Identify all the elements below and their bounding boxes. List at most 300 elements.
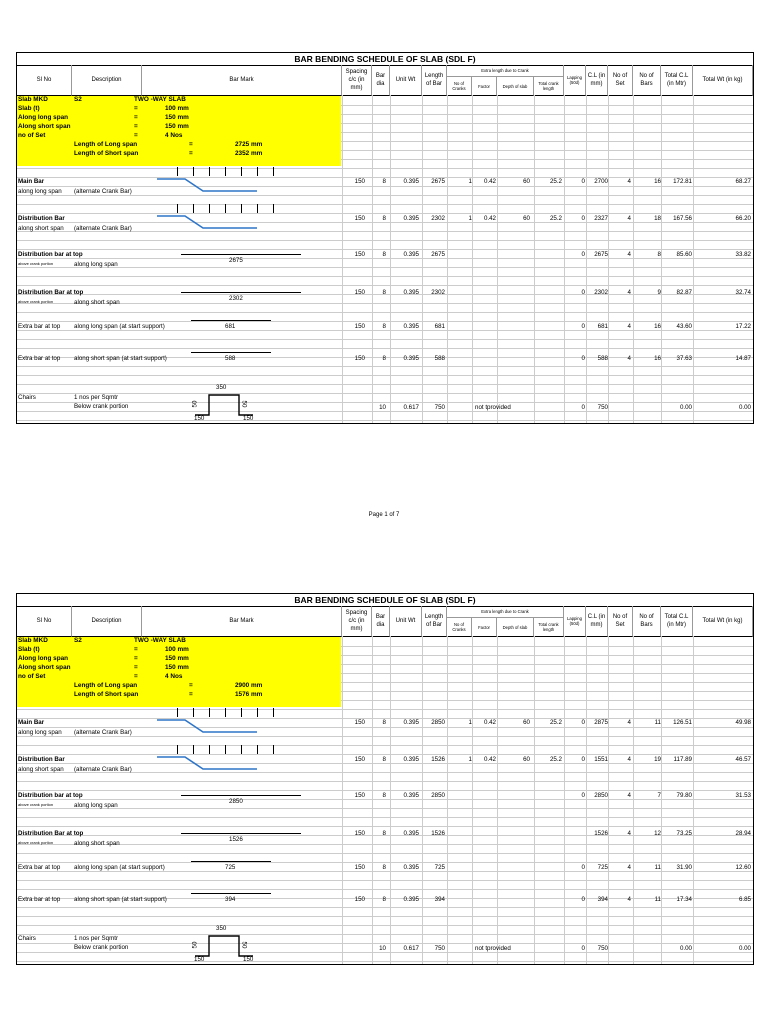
info-eq: = [189, 682, 193, 689]
length-short-value: 1576 mm [235, 691, 263, 698]
row-title: Main Bar [18, 719, 45, 726]
cell-twt: 14.87 [735, 355, 751, 362]
cell-twt: 6.85 [738, 896, 751, 903]
chairs-portion: Below crank portion [74, 944, 129, 951]
row-span: along long span [18, 188, 62, 195]
crank-bar-shape [157, 755, 257, 775]
bbs-sheet-1 [16, 52, 754, 424]
cell-cl: 2850 [594, 792, 608, 799]
info-value-no_of_set: 4 Nos [165, 673, 183, 680]
cell-spacing: 150 [354, 215, 365, 222]
info-eq: = [189, 691, 193, 698]
slab-mkd-label: Slab MKD [18, 637, 48, 644]
cell-tcl_m: 82.87 [676, 289, 692, 296]
info-eq: = [134, 673, 138, 680]
cell-len: 2302 [431, 215, 445, 222]
crank-bar-shape [157, 214, 257, 234]
straight-bar [191, 352, 271, 353]
bbs-sheet-2 [16, 593, 754, 965]
grid-row-line [17, 844, 753, 845]
grid-row-line [17, 267, 753, 268]
cell-cranks: 1 [468, 756, 472, 763]
cell-dia: 8 [382, 251, 386, 258]
cell-lap: 0 [581, 215, 585, 222]
chairs-length: 750 [434, 945, 445, 952]
bar-mark-value: 1526 [229, 836, 243, 843]
header-factor: Factor [472, 77, 497, 96]
grid-row-line [17, 168, 753, 169]
cell-depth: 60 [523, 719, 530, 726]
cell-uw: 0.395 [403, 178, 419, 185]
cell-uw: 0.395 [403, 355, 419, 362]
cell-len: 2675 [431, 251, 445, 258]
slab-type: TWO -WAY SLAB [134, 96, 186, 103]
info-eq: = [189, 150, 193, 157]
grid-row-line [17, 186, 753, 187]
header-unit_wt: Unit Wt [390, 606, 422, 637]
header-length: Length of Bar [422, 65, 447, 96]
grid-row-line [17, 240, 753, 241]
grid-row-line [17, 321, 753, 322]
chair-side-dim-right: 50 [240, 941, 248, 949]
info-eq: = [134, 664, 138, 671]
tick-mark [257, 745, 258, 754]
cell-twt: 32.74 [735, 289, 751, 296]
grid-col-line [372, 636, 373, 964]
header-factor: Factor [472, 618, 497, 637]
grid-row-line [17, 709, 753, 710]
header-lapping: Lapping (50d) [564, 65, 586, 96]
tick-mark [225, 708, 226, 717]
cell-lap: 0 [581, 178, 585, 185]
cell-twt: 28.94 [735, 830, 751, 837]
grid-col-line [608, 95, 609, 423]
grid-row-line [17, 889, 753, 890]
cell-depth: 60 [523, 756, 530, 763]
header-total_crank_length: Total crank length [534, 618, 564, 637]
info-value-slab_t: 100 mm [165, 105, 189, 112]
cell-spacing: 150 [354, 355, 365, 362]
bar-mark-value: 588 [225, 355, 236, 362]
sheet-title: BAR BENDING SCHEDULE OF SLAB (SDL F) [17, 53, 753, 66]
tick-mark [225, 167, 226, 176]
chairs-unit-wt: 0.617 [403, 945, 419, 952]
sheet-title: BAR BENDING SCHEDULE OF SLAB (SDL F) [17, 594, 753, 607]
header-total_cl: Total C.L (in Mtr) [661, 606, 693, 637]
header-bar_dia: Bar dia [372, 65, 390, 96]
chair-side-dim-left: 50 [191, 400, 199, 408]
grid-col-line [497, 95, 498, 423]
length-short-value: 2352 mm [235, 150, 263, 157]
cell-lap: 0 [581, 719, 585, 726]
cell-factor: 0.42 [483, 756, 496, 763]
header-no_of_cranks: No of Cranks [447, 618, 472, 637]
chairs-cl: 750 [597, 404, 608, 411]
row-note: (alternate Crank Bar) [74, 729, 132, 736]
header-spacing: Spacing c/c (in mm) [342, 65, 372, 96]
crank-bar-shape [157, 177, 257, 197]
straight-bar [191, 861, 271, 862]
grid-col-line [693, 636, 694, 964]
header-bar_dia: Bar dia [372, 606, 390, 637]
grid-col-line [372, 95, 373, 423]
tick-mark [225, 745, 226, 754]
cell-tcl_m: 37.63 [676, 355, 692, 362]
bar-mark-value: 394 [225, 896, 236, 903]
tick-mark [193, 708, 194, 717]
cell-tcl: 25.2 [549, 215, 562, 222]
cell-bars: 8 [657, 251, 661, 258]
tick-mark [273, 204, 274, 213]
grid-col-line [342, 95, 343, 423]
crank-bar-shape [157, 718, 257, 738]
cell-dia: 8 [382, 896, 386, 903]
chairs-portion: Below crank portion [74, 403, 129, 410]
grid-col-line [693, 95, 694, 423]
cell-bars: 7 [657, 792, 661, 799]
bar-mark-value: 2675 [229, 257, 243, 264]
cell-set: 4 [627, 289, 631, 296]
cell-cl: 1526 [594, 830, 608, 837]
grid-col-line [534, 636, 535, 964]
grid-row-line [17, 790, 753, 791]
grid-row-line [17, 781, 753, 782]
chairs-note: not tprovided [475, 404, 511, 411]
cell-uw: 0.395 [403, 323, 419, 330]
cell-dia: 8 [382, 756, 386, 763]
grid-row-line [17, 808, 753, 809]
info-eq: = [134, 655, 138, 662]
row-span: along short span [18, 766, 64, 773]
cell-lap: 0 [581, 323, 585, 330]
info-value-along_long: 150 mm [165, 655, 189, 662]
grid-row-line [17, 727, 753, 728]
row-title: Main Bar [18, 178, 45, 185]
tick-mark [209, 167, 210, 176]
header-lapping: Lapping (50d) [564, 606, 586, 637]
row-subnote: above crank portion [18, 802, 54, 807]
grid-row-line [17, 393, 753, 394]
grid-col-line [422, 636, 423, 964]
header-cl: C.L (in mm) [586, 606, 608, 637]
cell-dia: 8 [382, 289, 386, 296]
cell-lap: 0 [581, 355, 585, 362]
info-label-slab_t: Slab (t) [18, 105, 40, 112]
header-bar_mark: Bar Mark [142, 65, 342, 96]
cell-cranks: 1 [468, 719, 472, 726]
cell-uw: 0.395 [403, 792, 419, 799]
cell-lap: 0 [581, 251, 585, 258]
straight-bar [181, 833, 301, 834]
info-label-along_short: Along short span [18, 123, 71, 130]
grid-row-line [17, 348, 753, 349]
header-no_of_set: No of Set [608, 606, 633, 637]
cell-set: 4 [627, 323, 631, 330]
cell-cl: 725 [597, 864, 608, 871]
cell-twt: 68.27 [735, 178, 751, 185]
cell-uw: 0.395 [403, 289, 419, 296]
cell-spacing: 150 [354, 896, 365, 903]
grid-row-line [17, 249, 753, 250]
row-note: (alternate Crank Bar) [74, 188, 132, 195]
row-span: along short span (at start support) [74, 896, 167, 903]
grid-col-line [447, 636, 448, 964]
chairs-rate: 1 nos per Sqmtr [74, 935, 119, 942]
row-title: Distribution Bar at top [18, 830, 84, 837]
info-label-no_of_set: no of Set [18, 132, 46, 139]
row-title: Distribution Bar at top [18, 289, 84, 296]
info-value-along_long: 150 mm [165, 114, 189, 121]
header-depth_of_slab: Depth of slab [497, 618, 534, 637]
cell-bars: 9 [657, 289, 661, 296]
crank-bar-line [157, 179, 257, 191]
row-subnote: above crank portion [18, 840, 54, 845]
cell-bars: 16 [654, 323, 661, 330]
cell-uw: 0.395 [403, 215, 419, 222]
row-span: along long span (at start support) [74, 864, 165, 871]
length-long-label: Length of Long span [74, 682, 138, 689]
cell-factor: 0.42 [483, 719, 496, 726]
header-total_wt: Total Wt (in kg) [693, 65, 753, 96]
cell-uw: 0.395 [403, 896, 419, 903]
grid-row-line [17, 826, 753, 827]
tick-mark [209, 204, 210, 213]
grid-col-line [564, 95, 565, 423]
cell-set: 4 [627, 719, 631, 726]
cell-set: 4 [627, 178, 631, 185]
cell-len: 588 [434, 355, 445, 362]
row-title: Distribution bar at top [18, 251, 83, 258]
cell-twt: 17.22 [735, 323, 751, 330]
cell-set: 4 [627, 830, 631, 837]
straight-bar [191, 893, 271, 894]
info-eq: = [189, 141, 193, 148]
info-label-no_of_set: no of Set [18, 673, 46, 680]
tick-mark [241, 204, 242, 213]
chairs-total-wt: 0.00 [738, 945, 751, 952]
crank-bar-line [157, 720, 257, 732]
row-span: along short span (at start support) [74, 355, 167, 362]
row-note: (alternate Crank Bar) [74, 766, 132, 773]
header-extra-length: Extra length due to Crank [447, 65, 564, 77]
grid-row-line [17, 907, 753, 908]
cell-cl: 394 [597, 896, 608, 903]
header-description: Description [72, 65, 142, 96]
tick-mark [273, 708, 274, 717]
cell-lap: 0 [581, 864, 585, 871]
header-bar_mark: Bar Mark [142, 606, 342, 637]
cell-lap: 0 [581, 792, 585, 799]
cell-tcl_m: 126.51 [673, 719, 692, 726]
slab-mkd-label: Slab MKD [18, 96, 48, 103]
row-title: Distribution bar at top [18, 792, 83, 799]
cell-tcl_m: 73.25 [676, 830, 692, 837]
cell-cl: 2700 [594, 178, 608, 185]
grid-col-line [390, 95, 391, 423]
row-span: along short span [18, 225, 64, 232]
info-eq: = [134, 646, 138, 653]
cell-len: 1526 [431, 756, 445, 763]
cell-depth: 60 [523, 178, 530, 185]
tick-mark [241, 745, 242, 754]
cell-twt: 49.98 [735, 719, 751, 726]
grid-col-line [497, 636, 498, 964]
grid-col-line [661, 95, 662, 423]
cell-len: 1526 [431, 830, 445, 837]
cell-len: 2850 [431, 719, 445, 726]
tick-mark [177, 167, 178, 176]
info-eq: = [134, 132, 138, 139]
chairs-cl: 750 [597, 945, 608, 952]
row-span: along short span [74, 299, 120, 306]
header-description: Description [72, 606, 142, 637]
cell-cl: 2675 [594, 251, 608, 258]
slab-type: TWO -WAY SLAB [134, 637, 186, 644]
chairs-dia: 10 [379, 404, 386, 411]
cell-twt: 31.53 [735, 792, 751, 799]
row-subnote: above crank portion [18, 261, 54, 266]
cell-bars: 11 [654, 896, 661, 903]
header-extra-length: Extra length due to Crank [447, 606, 564, 618]
info-label-along_short: Along short span [18, 664, 71, 671]
header-no_of_cranks: No of Cranks [447, 77, 472, 96]
cell-spacing: 150 [354, 323, 365, 330]
tick-mark [177, 204, 178, 213]
grid-col-line [472, 636, 473, 964]
chairs-lap: 0 [581, 945, 585, 952]
row-title: Extra bar at top [18, 323, 61, 330]
cell-tcl_m: 85.60 [676, 251, 692, 258]
header-sl_no: Sl No [17, 65, 72, 96]
chairs-note: not tprovided [475, 945, 511, 952]
cell-spacing: 150 [354, 178, 365, 185]
cell-set: 4 [627, 792, 631, 799]
cell-depth: 60 [523, 215, 530, 222]
cell-dia: 8 [382, 719, 386, 726]
tick-mark [209, 745, 210, 754]
info-value-slab_t: 100 mm [165, 646, 189, 653]
chair-side-dim-right: 50 [240, 400, 248, 408]
header-no_of_set: No of Set [608, 65, 633, 96]
grid-row-line [17, 880, 753, 881]
cell-bars: 11 [654, 864, 661, 871]
row-span: along long span [18, 729, 62, 736]
grid-col-line [586, 95, 587, 423]
chairs-title: Chairs [18, 394, 36, 401]
chairs-rate: 1 nos per Sqmtr [74, 394, 119, 401]
tick-mark [257, 708, 258, 717]
grid-col-line [586, 636, 587, 964]
info-eq: = [134, 114, 138, 121]
cell-dia: 8 [382, 792, 386, 799]
row-span: along short span [74, 840, 120, 847]
cell-tcl_m: 167.56 [673, 215, 692, 222]
row-span: along long span [74, 261, 118, 268]
info-label-along_long: Along long span [18, 114, 69, 121]
header-no_of_bars: No of Bars [633, 606, 661, 637]
cell-len: 2302 [431, 289, 445, 296]
cell-set: 4 [627, 896, 631, 903]
info-value-along_short: 150 mm [165, 123, 189, 130]
cell-spacing: 150 [354, 756, 365, 763]
grid-row-line [17, 375, 753, 376]
cell-twt: 66.20 [735, 215, 751, 222]
cell-len: 394 [434, 896, 445, 903]
bar-mark-value: 2850 [229, 798, 243, 805]
cell-spacing: 150 [354, 251, 365, 258]
slab-mkd-value: S2 [74, 637, 82, 644]
cell-cl: 1551 [594, 756, 608, 763]
cell-tcl_m: 31.90 [676, 864, 692, 871]
cell-cl: 2302 [594, 289, 608, 296]
length-short-label: Length of Short span [74, 150, 139, 157]
cell-tcl_m: 17.34 [676, 896, 692, 903]
header-unit_wt: Unit Wt [390, 65, 422, 96]
tick-mark [225, 204, 226, 213]
chairs-lap: 0 [581, 404, 585, 411]
grid-row-line [17, 925, 753, 926]
cell-dia: 8 [382, 323, 386, 330]
row-note: (alternate Crank Bar) [74, 225, 132, 232]
chair-bottom-dim-left: 150 [194, 956, 205, 963]
chair-top-dim: 350 [216, 925, 227, 932]
tick-mark [273, 745, 274, 754]
grid-row-line [17, 339, 753, 340]
chairs-total-wt: 0.00 [738, 404, 751, 411]
header-cl: C.L (in mm) [586, 65, 608, 96]
cell-set: 4 [627, 756, 631, 763]
info-label-slab_t: Slab (t) [18, 646, 40, 653]
cell-twt: 33.82 [735, 251, 751, 258]
tick-mark [209, 708, 210, 717]
grid-row-line [17, 862, 753, 863]
cell-len: 2850 [431, 792, 445, 799]
chairs-length: 750 [434, 404, 445, 411]
cell-cl: 2875 [594, 719, 608, 726]
chairs-title: Chairs [18, 935, 36, 942]
cell-spacing: 150 [354, 864, 365, 871]
cell-bars: 16 [654, 178, 661, 185]
cell-spacing: 150 [354, 719, 365, 726]
cell-cl: 681 [597, 323, 608, 330]
cell-len: 681 [434, 323, 445, 330]
header-no_of_bars: No of Bars [633, 65, 661, 96]
cell-tcl: 25.2 [549, 178, 562, 185]
grid-row-line [17, 916, 753, 917]
grid-row-line [17, 276, 753, 277]
cell-spacing: 150 [354, 830, 365, 837]
cell-cranks: 1 [468, 178, 472, 185]
length-long-value: 2725 mm [235, 141, 263, 148]
cell-dia: 8 [382, 178, 386, 185]
grid-col-line [390, 636, 391, 964]
info-eq: = [134, 105, 138, 112]
chair-bottom-dim-right: 150 [243, 956, 254, 963]
chairs-total-cl: 0.00 [679, 945, 692, 952]
grid-row-line [17, 204, 753, 205]
cell-bars: 11 [654, 719, 661, 726]
row-title: Extra bar at top [18, 864, 61, 871]
chairs-total-cl: 0.00 [679, 404, 692, 411]
cell-bars: 19 [654, 756, 661, 763]
row-title: Distribution Bar [18, 215, 65, 222]
header-sl_no: Sl No [17, 606, 72, 637]
cell-uw: 0.395 [403, 251, 419, 258]
cell-set: 4 [627, 864, 631, 871]
cell-tcl: 25.2 [549, 756, 562, 763]
cell-bars: 16 [654, 355, 661, 362]
cell-len: 2675 [431, 178, 445, 185]
